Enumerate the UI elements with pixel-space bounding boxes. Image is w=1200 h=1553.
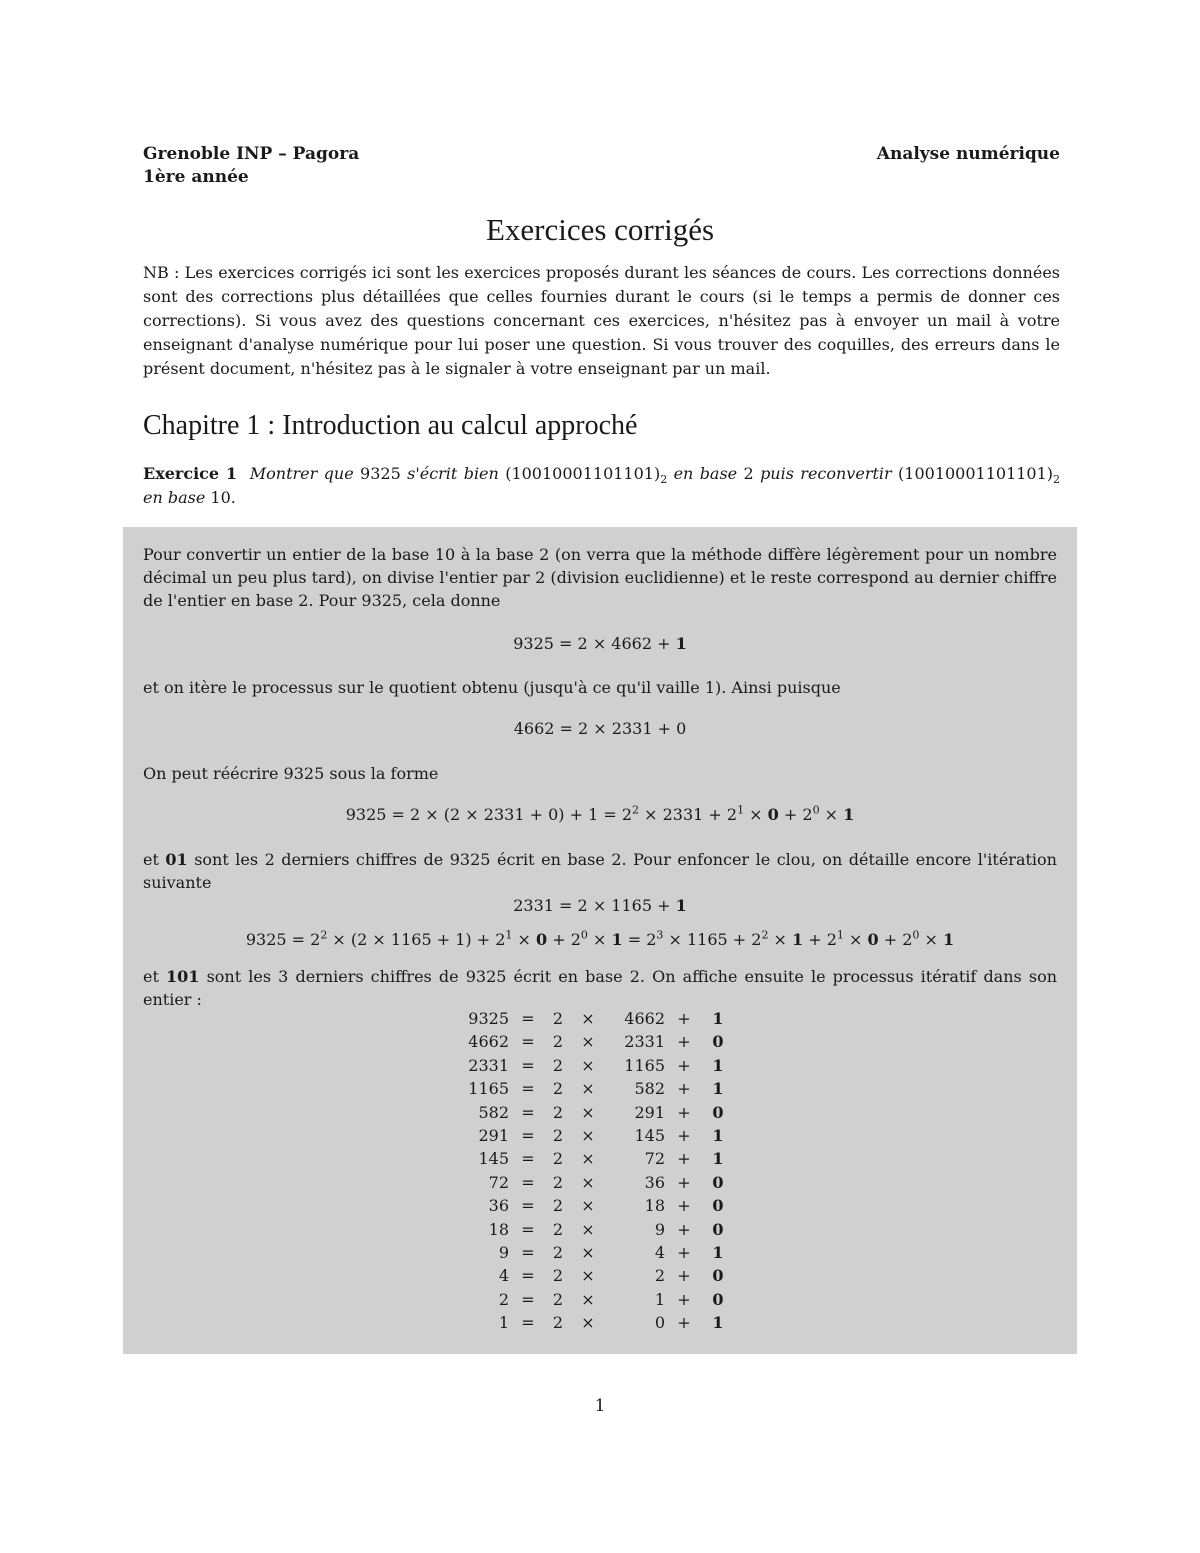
equation-2: 4662 = 2 × 2331 + 0 xyxy=(513,719,687,738)
remainder-cell: 0 xyxy=(712,1172,724,1192)
remainder-cell: 1 xyxy=(712,1079,724,1099)
quotient-cell: 2331 xyxy=(624,1032,665,1052)
remainder-cell: 0 xyxy=(712,1289,724,1309)
equals-cell: = xyxy=(521,1032,535,1052)
equals-cell: = xyxy=(521,1079,535,1099)
equals-cell: = xyxy=(521,1243,535,1263)
table-row xyxy=(445,1288,733,1311)
equals-cell: = xyxy=(521,1172,535,1192)
binary-value-2: $(10010001101101)_2$ xyxy=(898,464,1061,487)
exercise-number-3: 10. xyxy=(210,488,236,507)
times-cell: × xyxy=(581,1219,595,1239)
equals-cell: = xyxy=(521,1289,535,1309)
solution-paragraph-1: Pour convertir un entier de la base 10 à la base 2 (on verra que la méthode diffère légèrement pour un nombre décimal un peu plus tard), on divise l'entier par 2 (division euclidienne) et le reste correspond au dernier chiffre de l'entier en base 2. Pour 9325, cela donne xyxy=(143,545,1057,610)
plus-cell: + xyxy=(677,1313,691,1333)
exercise-label: Exercice 1 xyxy=(143,464,238,483)
dividend-cell: 9325 xyxy=(468,1009,509,1028)
remainder-cell: 0 xyxy=(712,1219,724,1239)
dividend-cell: 4 xyxy=(498,1266,509,1286)
plus-cell: + xyxy=(677,1079,691,1099)
division-table xyxy=(445,1007,733,1335)
dividend-cell: 582 xyxy=(478,1102,509,1122)
remainder-cell: 1 xyxy=(712,1149,724,1169)
remainder-cell: 0 xyxy=(712,1196,724,1216)
table-row xyxy=(445,1147,733,1170)
table-row xyxy=(445,1171,733,1194)
document-title: Exercices corrigés xyxy=(485,212,715,247)
exercise-text-3: en base xyxy=(673,464,738,483)
quotient-cell: 36 xyxy=(644,1172,665,1192)
plus-cell: + xyxy=(677,1102,691,1122)
divisor-cell: 2 xyxy=(552,1243,564,1263)
times-cell: × xyxy=(581,1032,595,1052)
remainder-cell: 0 xyxy=(712,1102,724,1122)
plus-cell: + xyxy=(677,1266,691,1286)
year-label: 1ère année xyxy=(143,167,249,187)
plus-cell: + xyxy=(677,1032,691,1052)
quotient-cell: 145 xyxy=(634,1126,665,1146)
quotient-cell: 2 xyxy=(654,1266,665,1286)
divisor-cell: 2 xyxy=(552,1219,564,1239)
times-cell: × xyxy=(581,1079,595,1099)
exercise-number-1: 9325 xyxy=(360,464,401,483)
solution-paragraph-2: et on itère le processus sur le quotient obtenu (jusqu'à ce qu'il vaille 1). Ainsi puisque xyxy=(143,678,841,697)
table-row xyxy=(445,1101,733,1124)
quotient-cell: 4662 xyxy=(624,1009,665,1028)
equals-cell: = xyxy=(521,1266,535,1286)
exercise-text-1: Montrer que xyxy=(249,464,354,483)
equation-3: $9325 = 2 \times (2 \times 2331 + 0) + 1 = 2^2 \times 2331 + 2^1 \times 0 + 2^0 \times 1$ xyxy=(345,803,855,824)
table-row xyxy=(445,1218,733,1241)
plus-cell: + xyxy=(677,1009,691,1028)
plus-cell: + xyxy=(677,1172,691,1192)
quotient-cell: 4 xyxy=(654,1243,665,1263)
remainder-cell: 0 xyxy=(712,1266,724,1286)
dividend-cell: 9 xyxy=(498,1243,509,1263)
equals-cell: = xyxy=(521,1009,535,1028)
equals-cell: = xyxy=(521,1149,535,1169)
table-row xyxy=(445,1311,733,1334)
remainder-cell: 1 xyxy=(712,1126,724,1146)
equation-4: 2331 = 2 × 1165 + 1 xyxy=(513,896,687,915)
table-row xyxy=(445,1054,733,1077)
nb-paragraph: NB : Les exercices corrigés ici sont les exercices proposés durant les séances de cours. Les corrections données sont des corrections plus détaillées que celles fournies durant le cours (si le temps a permis de donner ces corrections). Si vous avez des questions concernant ces exercices, n'hésitez pas à envoyer un mail à votre enseignant d'analyse numérique pour lui poser une question. Si vous trouver des coquilles, des erreurs dans le présent document, n'hésitez pas à le signaler à votre enseignant par un mail. xyxy=(143,263,1060,378)
equation-1: 9325 = 2 × 4662 + 1 xyxy=(513,634,687,653)
divisor-cell: 2 xyxy=(552,1313,564,1333)
table-row xyxy=(445,1077,733,1100)
dividend-cell: 291 xyxy=(478,1126,509,1146)
plus-cell: + xyxy=(677,1219,691,1239)
divisor-cell: 2 xyxy=(552,1055,564,1075)
dividend-cell: 1 xyxy=(498,1313,509,1333)
plus-cell: + xyxy=(677,1243,691,1263)
remainder-cell: 0 xyxy=(712,1032,724,1052)
table-row xyxy=(445,1264,733,1287)
school-name: Grenoble INP – Pagora xyxy=(143,144,360,164)
equals-cell: = xyxy=(521,1055,535,1075)
table-row xyxy=(445,1241,733,1264)
plus-cell: + xyxy=(677,1149,691,1169)
table-row xyxy=(445,1194,733,1217)
table-row xyxy=(445,1007,733,1030)
exercise-number-2: 2 xyxy=(743,464,754,483)
solution-paragraph-4: et 01 sont les 2 derniers chiffres de 9325 écrit en base 2. Pour enfoncer le clou, on détaille encore l'itération suivante xyxy=(143,850,1057,892)
divisor-cell: 2 xyxy=(552,1266,564,1286)
dividend-cell: 145 xyxy=(478,1149,509,1169)
quotient-cell: 18 xyxy=(644,1196,665,1216)
dividend-cell: 36 xyxy=(488,1196,509,1216)
times-cell: × xyxy=(581,1055,595,1075)
quotient-cell: 1 xyxy=(654,1289,665,1309)
quotient-cell: 9 xyxy=(654,1219,665,1239)
exercise-statement xyxy=(143,462,1060,510)
times-cell: × xyxy=(581,1172,595,1192)
header-left xyxy=(143,143,359,189)
times-cell: × xyxy=(581,1149,595,1169)
plus-cell: + xyxy=(677,1055,691,1075)
page-number: 1 xyxy=(594,1396,606,1416)
divisor-cell: 2 xyxy=(552,1289,564,1309)
times-cell: × xyxy=(581,1126,595,1146)
divisor-cell: 2 xyxy=(552,1032,564,1052)
exercise-text-5: en base xyxy=(143,488,206,507)
divisor-cell: 2 xyxy=(552,1196,564,1216)
plus-cell: + xyxy=(677,1126,691,1146)
divisor-cell: 2 xyxy=(552,1149,564,1169)
divisor-cell: 2 xyxy=(552,1102,564,1122)
remainder-cell: 1 xyxy=(712,1009,724,1028)
equals-cell: = xyxy=(521,1313,535,1333)
dividend-cell: 1165 xyxy=(468,1079,509,1099)
dividend-cell: 2 xyxy=(498,1289,509,1309)
solution-paragraph-5: et 101 sont les 3 derniers chiffres de 9325 écrit en base 2. On affiche ensuite le processus itératif dans son entier : xyxy=(143,967,1058,1009)
table-row xyxy=(445,1030,733,1053)
binary-value-1: $(10010001101101)_2$ xyxy=(505,464,668,487)
remainder-cell: 1 xyxy=(712,1243,724,1263)
equals-cell: = xyxy=(521,1102,535,1122)
solution-paragraph-3: On peut réécrire 9325 sous la forme xyxy=(143,764,439,783)
divisor-cell: 2 xyxy=(552,1009,564,1028)
times-cell: × xyxy=(581,1009,595,1028)
times-cell: × xyxy=(581,1289,595,1309)
times-cell: × xyxy=(581,1196,595,1216)
times-cell: × xyxy=(581,1313,595,1333)
quotient-cell: 291 xyxy=(634,1102,665,1122)
equals-cell: = xyxy=(521,1196,535,1216)
table-row xyxy=(445,1124,733,1147)
divisor-cell: 2 xyxy=(552,1172,564,1192)
equals-cell: = xyxy=(521,1219,535,1239)
dividend-cell: 2331 xyxy=(468,1055,509,1075)
divisor-cell: 2 xyxy=(552,1126,564,1146)
times-cell: × xyxy=(581,1102,595,1122)
course-name: Analyse numérique xyxy=(876,144,1060,164)
dividend-cell: 4662 xyxy=(468,1032,509,1052)
remainder-cell: 1 xyxy=(712,1055,724,1075)
times-cell: × xyxy=(581,1243,595,1263)
quotient-cell: 582 xyxy=(634,1079,665,1099)
dividend-cell: 18 xyxy=(488,1219,509,1239)
quotient-cell: 72 xyxy=(644,1149,665,1169)
quotient-cell: 0 xyxy=(654,1313,665,1333)
equals-cell: = xyxy=(521,1126,535,1146)
dividend-cell: 72 xyxy=(488,1172,509,1192)
plus-cell: + xyxy=(677,1289,691,1309)
exercise-text-4: puis reconvertir xyxy=(760,464,892,483)
chapter-heading: Chapitre 1 : Introduction au calcul approché xyxy=(143,410,638,441)
equation-5: $9325 = 2^2 \times (2 \times 1165 + 1) + 2^1 \times 0 + 2^0 \times 1 = 2^3 \times 1165 + 2^2 \times 1 + 2^1 \times 0 + 2^0 \times 1$ xyxy=(245,928,955,949)
plus-cell: + xyxy=(677,1196,691,1216)
times-cell: × xyxy=(581,1266,595,1286)
divisor-cell: 2 xyxy=(552,1079,564,1099)
quotient-cell: 1165 xyxy=(624,1055,665,1075)
remainder-cell: 1 xyxy=(712,1313,724,1333)
exercise-text-2: s'écrit bien xyxy=(407,464,499,483)
